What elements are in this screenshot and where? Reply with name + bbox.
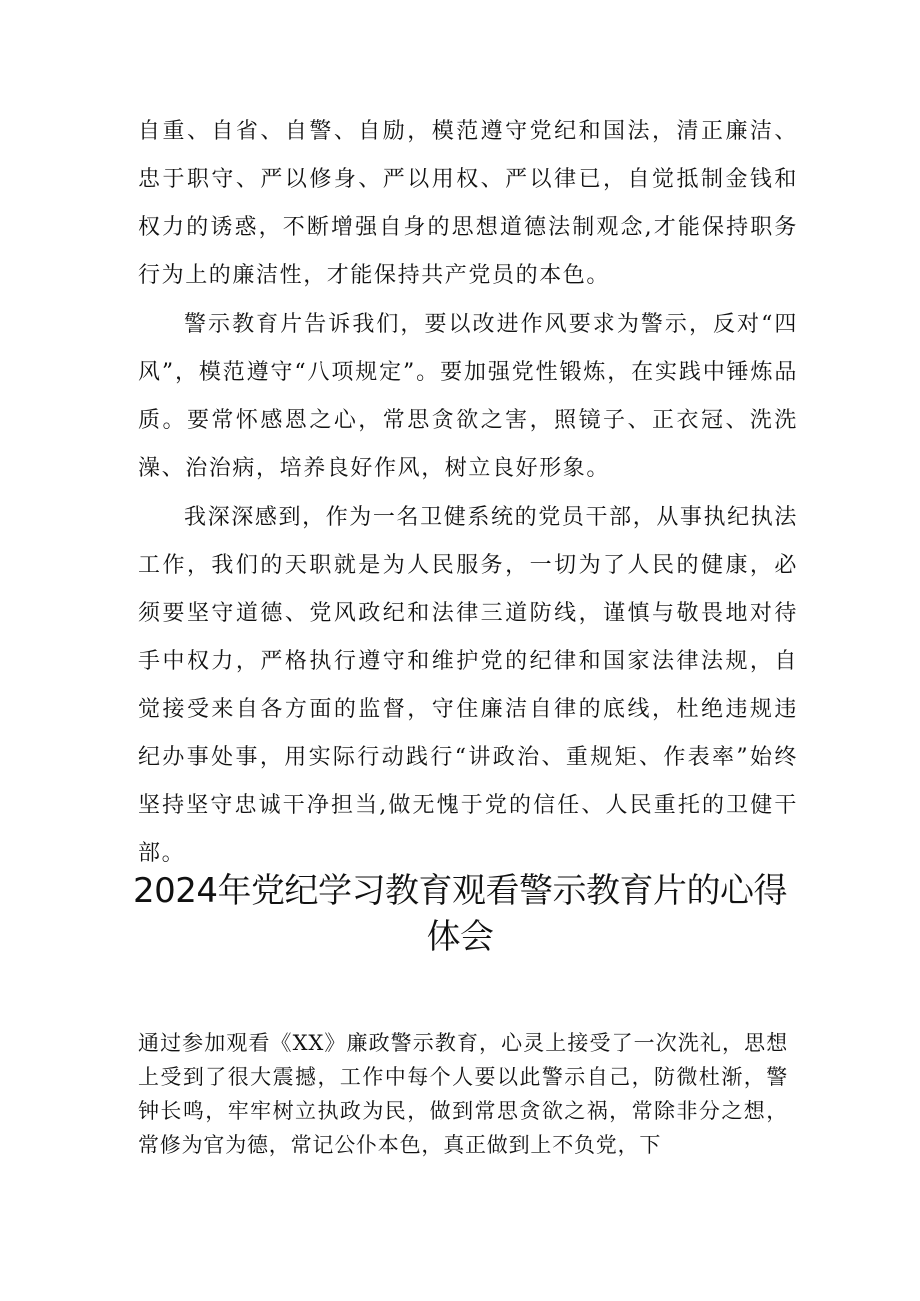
section-paragraph: 通过参加观看《XX》廉政警示教育，心灵上接受了一次洗礼，思想上受到了很大震撼，工作中每个人要以此警示自己，防微杜渐，警钟长鸣，牢牢树立执政为民，做到常思贪欲之祸，常除非分之想，常修为官为德，常记公仆本色，真正做到上不负党，下 <box>138 1031 788 1157</box>
body-paragraph-1: 自重、自省、自警、自励，模范遵守党纪和国法，清正廉洁、忠于职守、严以修身、严以用权、严以律已，自觉抵制金钱和权力的诱惑，不断增强自身的思想道德法制观念,才能保持职务行为上的廉洁性，才能保持共产党员的本色。 <box>138 119 798 288</box>
body-paragraph-2: 警示教育片告诉我们，要以改进作风要求为警示，反对“四风”，模范遵守“八项规定”。要加强党性锻炼，在实践中锤炼品质。要常怀感恩之心，常思贪欲之害，照镜子、正衣冠、洗洗澡、治治病，培养良好作风，树立良好形象。 <box>138 312 798 481</box>
section-title: 2024年党纪学习教育观看警示教育片的心得体会 <box>132 871 788 957</box>
body-paragraph-3: 我深深感到，作为一名卫健系统的党员干部，从事执纪执法工作，我们的天职就是为人民服务，一切为了人民的健康，必须要坚守道德、党风政纪和法律三道防线，谨慎与敬畏地对待手中权力，严格执行遵守和维护党的纪律和国家法律法规，自觉接受来自各方面的监督，守住廉洁自律的底线，杜绝违规违纪办事处事，用实际行动践行“讲政治、重规矩、作表率”始终坚持坚守忠诚干净担当,做无愧于党的信任、人民重托的卫健干部。 <box>138 505 798 866</box>
